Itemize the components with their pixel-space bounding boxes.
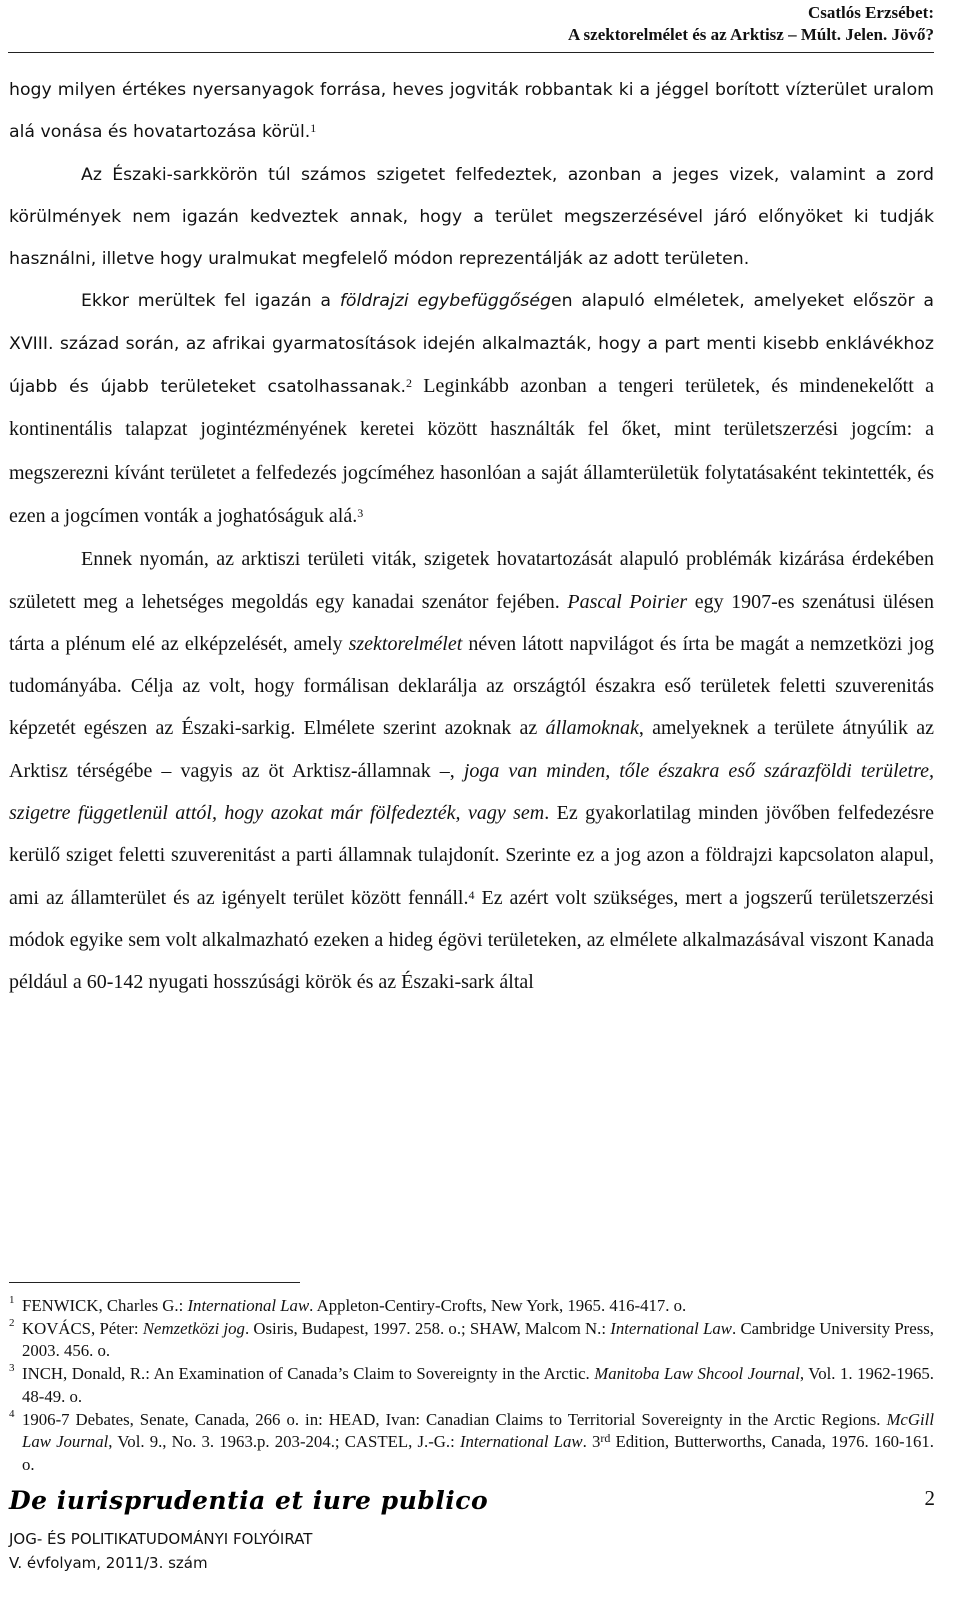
footnote-2: 2 KOVÁCS, Péter: Nemzetközi jog. Osiris, Budapest, 1997. 258. o.; SHAW, Malcom N.: International Law. Cambridge University Press, 2003. 456. o.: [9, 1316, 934, 1361]
footnote-ref-2: 2: [405, 376, 412, 391]
footnote-ref-1: 1: [310, 121, 317, 136]
page-footer: [9, 1486, 939, 1596]
footnotes: [9, 1295, 934, 1477]
paragraph-3: Ekkor merültek fel igazán a földrajzi egybefüggőségen alapuló elméletek, amelyeket először a XVIII. század során, az afrikai gyarmatosítások idején alkalmazták, hogy a part menti kisebb enklávékhoz újabb és újabb területeket csatolhassanak.$^2$ Leginkább azonban a tengeri területek, és mindenekelőtt a kontinentális talapzat jogintézményének keretei között használták fel őket, mint területszerzési jogcím: a megszerezni kívánt területet a felfedezés jogcíméhez hasonlóan a saját államterületük folytatásaként tekintették, és ezen a jogcímen vonták a joghatóságuk alá.$^3$: [9, 291, 934, 527]
footnote-1: 1 FENWICK, Charles G.: International Law. Appleton-Centiry-Crofts, New York, 1965. 416-417. o.: [9, 1294, 687, 1315]
journal-volume: V. évfolyam, 2011/3. szám: [9, 1554, 208, 1572]
header-author: Csatlós Erzsébet:: [807, 3, 934, 22]
header-rule: [8, 52, 934, 53]
term-sector-theory: szektorelmélet: [348, 632, 463, 655]
article-body: [9, 69, 934, 1004]
emphasis-geographic-contiguity: földrajzi egybefüggőség: [339, 291, 552, 312]
emphasis-states: államoknak: [545, 717, 639, 740]
journal-brand: De iurisprudentia et iure publico: [9, 1486, 489, 1515]
footnote-ref-4: 4: [468, 887, 475, 902]
paragraph-1: hogy milyen értékes nyersanyagok forrása, heves jogviták robbantak ki a jéggel borított vízterület uralom alá vonása és hovatartozása körül.$^1$: [9, 80, 934, 143]
paragraph-2: Az Északi-sarkkörön túl számos szigetet felfedeztek, azonban a jeges vizek, valamint a zord körülmények nem igazán kedveztek annak, hogy a terület megszerzésével járó előnyöket ki tudják használni, illetve hogy uralmukat megfelelő módon reprezentálják az adott területen.: [9, 164, 934, 270]
footnote-3: 3 INCH, Donald, R.: An Examination of Canada’s Claim to Sovereignty in the Arctic. Manitoba Law Shcool Journal, Vol. 1. 1962-1965. 48-49. o.: [9, 1362, 934, 1406]
person-name: Pascal Poirier: [567, 590, 688, 613]
header-title: A szektorelmélet és az Arktisz – Múlt. Jelen. Jövő?: [567, 25, 934, 44]
footnote-4: 4 1906-7 Debates, Senate, Canada, 266 o. in: HEAD, Ivan: Canadian Claims to Territorial Sovereignty in the Arctic Regions. McGill Law Journal, Vol. 9., No. 3. 1963.p. 203-204.; CASTEL, J.-G.: International Law. 3rd Edition, Butterworths, Canada, 1976. 160-161. o.: [9, 1407, 934, 1474]
footnote-separator: [9, 1282, 300, 1283]
page-number: 2: [924, 1486, 935, 1510]
theory-quote: joga van minden, tőle északra eső szárazföldi területre, szigetre függetlenül attól, hogy azokat már fölfedezték, vagy sem: [9, 759, 934, 825]
footnote-ref-3: 3: [357, 505, 364, 520]
paragraph-4: Ennek nyomán, az arktiszi területi viták, szigetek hovatartozását alapuló problémák kizárása érdekében született meg a lehetséges megoldás egy kanadai szenátor fejében. Pascal Poirier egy 1907-es szenátusi ülésen tárta a plénum elé az elképzelését, amely szektorelmélet néven látott napvilágot és írta be magát a nemzetközi jog tudományába. Célja az volt, hogy formálisan deklarálja az országtól északra eső területek feletti szuverenitás képzetét egészen az Északi-sarkig. Elmélete szerint azoknak az államoknak, amelyeknek a területe átnyúlik az Arktisz térségébe – vagyis az öt Arktisz-államnak –, joga van minden, tőle északra eső szárazföldi területre, szigetre függetlenül attól, hogy azokat már fölfedezték, vagy sem. Ez gyakorlatilag minden jövőben felfedezésre kerülő sziget feletti szuverenitást a parti államnak tulajdonít. Szerinte ez a jog azon a földrajzi kapcsolaton alapul, ami az államterület és az igényelt terület között fennáll.$^4$ Ez azért volt szükséges, mert a jogszerű területszerzési módok egyike sem volt alkalmazható ezeken a hideg égövi területeken, az elmélete alkalmazásával viszont Kanada például a 60-142 nyugati hosszúsági körök és az Északi-sark által: [9, 548, 934, 994]
running-header: [568, 2, 934, 46]
journal-name: JOG- ÉS POLITIKATUDOMÁNYI FOLYÓIRAT: [9, 1530, 313, 1548]
